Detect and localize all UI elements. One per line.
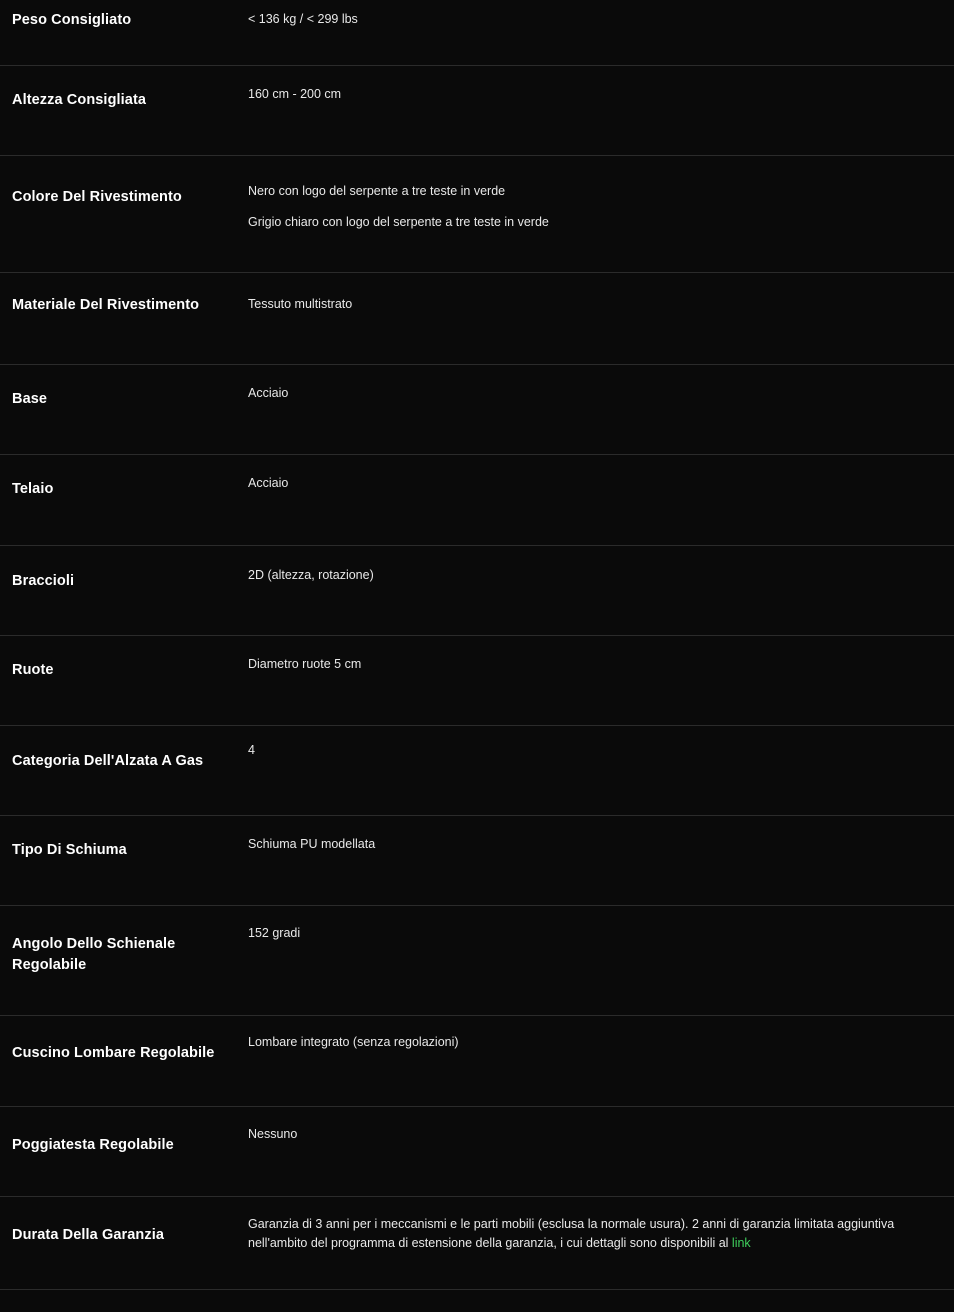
spec-label: Tipo Di Schiuma [12,842,127,858]
spec-label: Base [12,391,48,407]
spec-value-line: Nessuno [248,1127,298,1141]
spec-label: Ruote [12,662,54,678]
table-row [0,273,954,365]
spec-value-line: 152 gradi [248,926,301,940]
spec-value-line: Grigio chiaro con logo del serpente a tre teste in verde [248,215,549,230]
spec-value-line: 4 [248,743,255,757]
spec-value-line: Schiuma PU modellata [248,837,376,851]
spec-value-warranty [236,1215,954,1254]
spec-value-line: Lombare integrato (senza regolazioni) [248,1035,459,1049]
spec-value-line: < 136 kg / < 299 lbs [248,12,358,26]
spec-label: Cuscino Lombare Regolabile [12,1045,215,1061]
spec-value [236,384,954,403]
spec-label: Poggiatesta Regolabile [12,1137,174,1153]
spec-value [236,1033,954,1052]
table-row [0,66,954,156]
spec-label: Peso Consigliato [12,12,132,28]
spec-value-line: Diametro ruote 5 cm [248,657,362,671]
spec-value-line: 2D (altezza, rotazione) [248,568,374,582]
spec-value [236,295,954,314]
spec-value [236,10,954,29]
spec-label: Braccioli [12,573,75,589]
spec-value [236,924,954,943]
spec-value [236,182,954,233]
table-row [0,906,954,1016]
spec-value [236,741,954,760]
warranty-text-body: Garanzia di 3 anni per i meccanismi e le parti mobili (esclusa la normale usura). 2 anni di garanzia limitata aggiuntiva nell'ambito del programma di estensione della garanzia, i cui dettagli sono disponibili al [248,1217,895,1251]
spec-value [236,474,954,493]
warranty-text [248,1215,936,1254]
spec-value-line: Acciaio [248,386,289,400]
table-row [0,726,954,816]
table-row [0,816,954,906]
table-row [0,455,954,546]
table-row [0,1016,954,1107]
spec-value [236,85,954,104]
spec-value-line: Nero con logo del serpente a tre teste in verde [248,184,506,198]
spec-label: Materiale Del Rivestimento [12,297,200,313]
table-row [0,156,954,273]
spec-value-line: Acciaio [248,476,289,490]
spec-value-line: 160 cm - 200 cm [248,87,342,101]
spec-label: Durata Della Garanzia [12,1227,164,1243]
spec-value [236,655,954,674]
table-row [0,1107,954,1197]
warranty-details-link[interactable]: link [731,1236,751,1251]
spec-label: Categoria Dell'Alzata A Gas [12,753,204,769]
spec-label: Altezza Consigliata [12,92,147,108]
table-row [0,365,954,455]
table-row [0,546,954,636]
table-row [0,1197,954,1290]
spec-label: Colore Del Rivestimento [12,189,182,205]
table-row [0,0,954,66]
spec-value [236,835,954,854]
table-row [0,636,954,726]
spec-value [236,1125,954,1144]
spec-value-line: Tessuto multistrato [248,297,353,311]
spec-value [236,566,954,585]
spec-label: Angolo Dello Schienale Regolabile [12,936,176,974]
spec-label: Telaio [12,481,54,497]
